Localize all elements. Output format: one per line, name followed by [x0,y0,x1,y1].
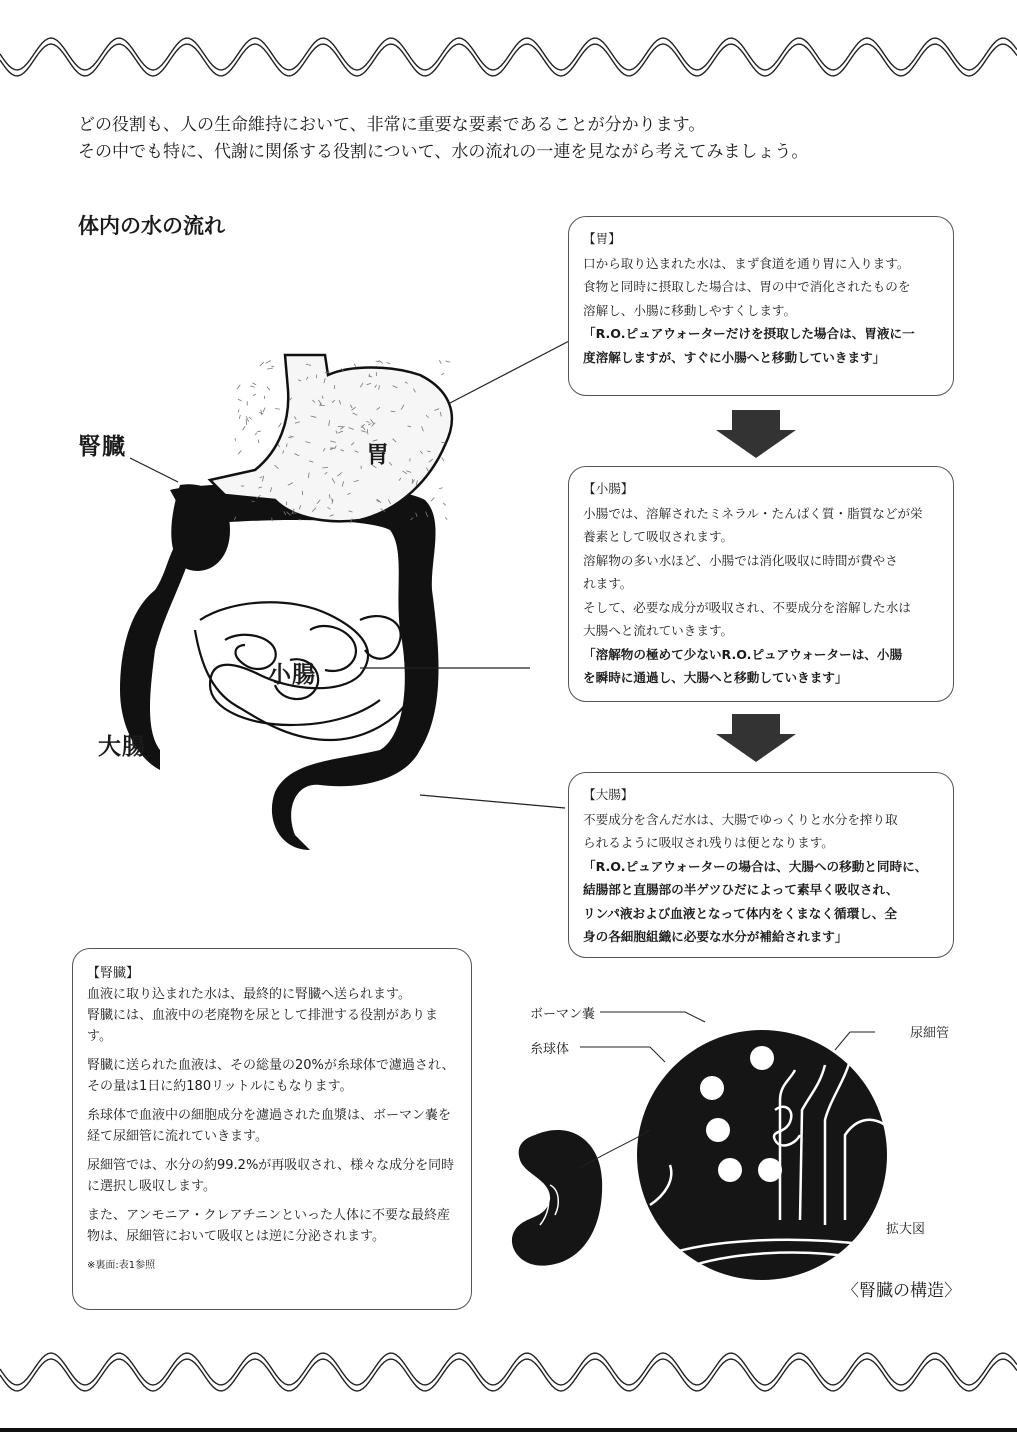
stomach-speckle [263,408,265,413]
kidney-line: 腎臓に送られた血液は、その総量の20%が糸球体で濾過され、 [87,1058,455,1073]
stomach-speckle [260,362,264,366]
stomach-speckle [250,386,255,387]
stomach-box-line: 溶解し、小腸に移動しやすくします。 [583,302,797,318]
small-intestine-label: 小腸 [268,662,316,688]
stomach-speckle [443,503,446,505]
intro-line-2: その中でも特に、代謝に関係する役割について、水の流れの一連を見ながら考えてみましょう。 [78,142,809,162]
large-intestine-box-line: 不要成分を含んだ水は、大腸でゆっくりと水分を搾り取 [583,811,898,827]
bottom-rule [0,1428,1017,1432]
stomach-speckle [431,498,434,502]
flow-down-arrow-2 [716,714,796,762]
kidney-line: に選択し吸収します。 [87,1179,216,1194]
stomach-speckle [441,373,444,375]
stomach-speckle [238,410,239,413]
stomach-box-highlight: 「R.O.ピュアウォーターだけを摂取した場合は、胃液に一 [583,326,915,341]
stomach-speckle [264,396,265,399]
kidney-box-paragraph [87,1105,457,1147]
kidney-box-note: ※裏面:表1参照 [87,1260,156,1271]
small-intestine-box-highlight: 「溶解物の極めて少ないR.O.ピュアウォーターは、小腸 [583,646,903,662]
stomach-speckle [237,385,240,389]
stomach-speckle [354,364,356,367]
kidney-box-paragraph [87,1055,457,1097]
large-intestine-info-box [568,772,954,958]
large-intestine-box-highlight: 結腸部と直腸部の半ゲツひだによって素早く吸収され、 [583,882,899,897]
stomach-speckle [243,426,246,430]
kidney-structure-caption: 〈腎臓の構造〉 [842,1281,961,1301]
stomach-speckle [302,491,303,496]
top-wave-border [0,30,1017,90]
stomach-info-box [568,216,954,396]
stomach-speckle [238,399,242,400]
kidney-line: また、アンモニア・クレアチニンといった人体に不要な最終産 [87,1208,450,1223]
kidney-box-paragraph [87,1155,457,1197]
bowman-label: ボーマン嚢 [530,1007,596,1022]
large-intestine-label: 大腸 [98,734,146,760]
large-intestine-box-highlight: 身の各細胞組織に必要な水分が補給されます」 [583,929,848,944]
kidney-line: その量は1日に約180リットルにもなります。 [87,1079,353,1094]
small-intestine-box-line: 小腸では、溶解されたミネラル・たんぱく質・脂質などが栄 [583,505,923,521]
stomach-speckle [239,415,240,419]
stomach-speckle [253,394,256,396]
large-intestine-box-heading: 【大腸】 [583,787,634,802]
flow-down-arrow-1 [716,410,796,458]
tubule-label: 尿細管 [910,1026,950,1041]
stomach-speckle [253,383,257,385]
stomach-speckle [278,423,281,427]
stomach-box-highlight: 度溶解しますが、すぐに小腸へと移動していきます」 [583,349,886,365]
kidney-line: 糸球体で血液中の細胞成分を濾過された血漿は、ボーマン嚢を [87,1108,452,1123]
small-intestine-box-heading: 【小腸】 [583,481,634,496]
kidney-box-heading: 【腎臓】 [87,966,140,981]
kidney-leader-line [130,458,178,482]
small-intestine-info-box [568,466,954,702]
stomach-speckle [267,368,273,369]
stomach-speckle [267,387,270,390]
stomach-speckle [439,360,441,363]
small-intestine-box-highlight: を瞬時に通過し、大腸へと移動していきます」 [583,670,848,685]
stomach-speckle [445,517,447,519]
stomach-speckle [261,410,262,416]
kidney-box-paragraph [87,1205,457,1247]
enlarged-view-label: 拡大図 [886,1222,926,1237]
kidney-line: 尿細管では、水分の約99.2%が再吸収され、様々な成分を同時 [87,1158,455,1173]
stomach-speckle [442,457,444,460]
kidney-box-paragraph [87,984,457,1047]
intro-line-1: どの役割も、人の生命維持において、非常に重要な要素であることが分かります。 [78,115,706,135]
kidney-line: 腎臓には、血液中の老廃物を尿として排泄する役割があります。 [87,1008,439,1044]
stomach-speckle [255,433,257,435]
stomach-box-line: 口から取り込まれた水は、まず食道を通り胃に入ります。 [583,255,910,271]
kidney-info-box [72,948,472,1310]
stomach-speckle [266,360,271,363]
small-intestine-box-line: そして、必要な成分が吸収され、不要成分を溶解した水は [583,599,911,615]
bottom-wave-border [0,1345,1017,1405]
stomach-speckle [379,360,383,363]
kidney-label: 腎臓 [78,434,126,460]
kidney-structure-diagram [490,990,920,1290]
large-intestine-leader-line [415,780,575,820]
large-intestine-box-line: られるように吸収され残りは便となります。 [583,835,834,850]
stomach-speckle [246,419,247,425]
stomach-speckle [238,450,241,454]
intro-text [78,112,958,166]
stomach-speckle [258,439,259,443]
large-intestine-box-highlight: リンパ液および血液となって体内をくまなく循環し、全 [583,905,897,921]
small-intestine-box-line: 大腸へと流れていきます。 [583,623,734,638]
kidney-bean-shape [512,1130,602,1266]
kidney-line: 血液に取り込まれた水は、最終的に腎臓へ送られます。 [87,987,411,1002]
stomach-speckle [439,488,443,489]
stomach-leader-line [445,300,575,410]
kidney-line: 経て尿細管に流れていきます。 [87,1129,268,1144]
small-intestine-box-line: 養素として吸収されます。 [583,529,734,544]
small-intestine-box-line: れます。 [583,576,633,591]
section-title: 体内の水の流れ [78,214,225,238]
small-intestine-box-line: 溶解物の多い水ほど、小腸では消化吸収に時間が費やさ [583,552,898,568]
stomach-speckle [271,366,274,367]
kidney-line: 物は、尿細管において吸収とは逆に分泌されます。 [87,1229,385,1244]
large-intestine-box-highlight: 「R.O.ピュアウォーターの場合は、大腸への移動と同時に、 [583,858,928,874]
stomach-box-line: 食物と同時に摂取した場合は、胃の中で消化されたものを [583,279,911,294]
glomerulus-label: 糸球体 [530,1042,570,1057]
stomach-box-heading: 【胃】 [583,231,621,246]
stomach-label: 胃 [366,442,390,468]
stomach-speckle [249,417,252,420]
stomach-speckle [386,362,390,364]
